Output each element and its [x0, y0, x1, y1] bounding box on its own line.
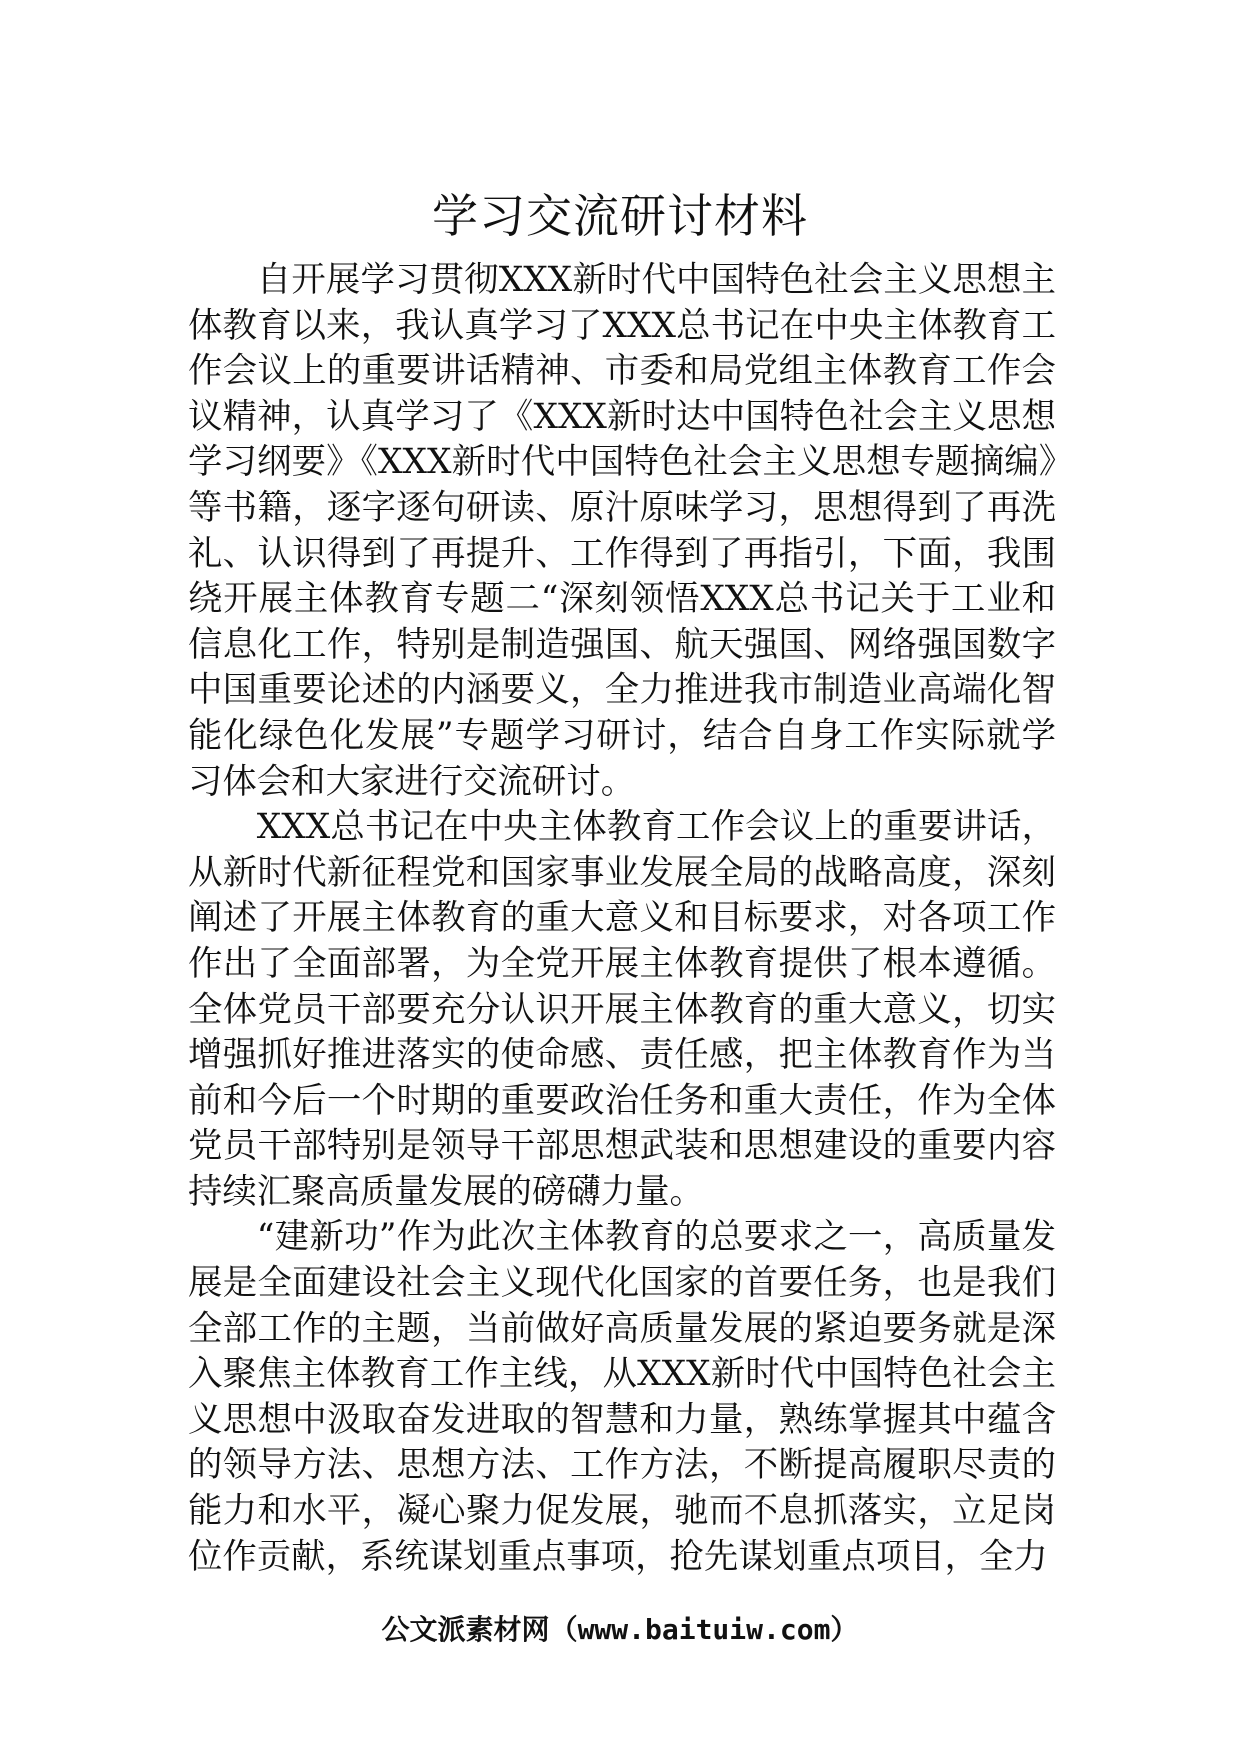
paragraph-3: “建新功”作为此次主体教育的总要求之一，高质量发展是全面建设社会主义现代化国家的首要任务，也是我们全部工作的主题，当前做好高质量发展的紧迫要务就是深入聚焦主体教育工作主线，从XXX新时代中国特色社会主义思想中汲取奋发进取的智慧和力量，熟练掌握其中蕴含的领导方法、思想方法、工作方法，不断提高履职尽责的能力和水平，凝心聚力促发展，驰而不息抓落实，立足岗位作贡献，系统谋划重点事项，抢先谋划重点项目，全力 — [188, 1217, 1056, 1577]
page-footer — [0, 1610, 1240, 1650]
footer-site-url: （www.baituiw.com） — [549, 1613, 859, 1646]
footer-site-name: 公文派素材网 — [381, 1613, 550, 1646]
paragraph-1: 自开展学习贯彻XXX新时代中国特色社会主义思想主体教育以来，我认真学习了XXX总书记在中央主体教育工作会议上的重要讲话精神、市委和局党组主体教育工作会议精神，认真学习了《XXX新时达中国特色社会主义思想学习纲要》《XXX新时代中国特色社会主义思想专题摘编》等书籍，逐字逐句研读、原汁原味学习，思想得到了再洗礼、认识得到了再提升、工作得到了再指引，下面，我围绕开展主体教育专题二“深刻领悟XXX总书记关于工业和信息化工作，特别是制造强国、航天强国、网络强国数字中国重要论述的内涵要义，全力推进我市制造业高端化智能化绿色化发展”专题学习研讨，结合自身工作实际就学习体会和大家进行交流研讨。 — [188, 260, 1056, 802]
document-title: 学习交流研讨材料 — [432, 189, 808, 243]
document-body — [188, 258, 1056, 1580]
paragraph-2: XXX总书记在中央主体教育工作会议上的重要讲话，从新时代新征程党和国家事业发展全局的战略高度，深刻阐述了开展主体教育的重大意义和目标要求，对各项工作作出了全面部署，为全党开展主体教育提供了根本遵循。全体党员干部要充分认识开展主体教育的重大意义，切实增强抓好推进落实的使命感、责任感，把主体教育作为当前和今后一个时期的重要政治任务和重大责任，作为全体党员干部特别是领导干部思想武装和思想建设的重要内容持续汇聚高质量发展的磅礴力量。 — [188, 807, 1056, 1212]
